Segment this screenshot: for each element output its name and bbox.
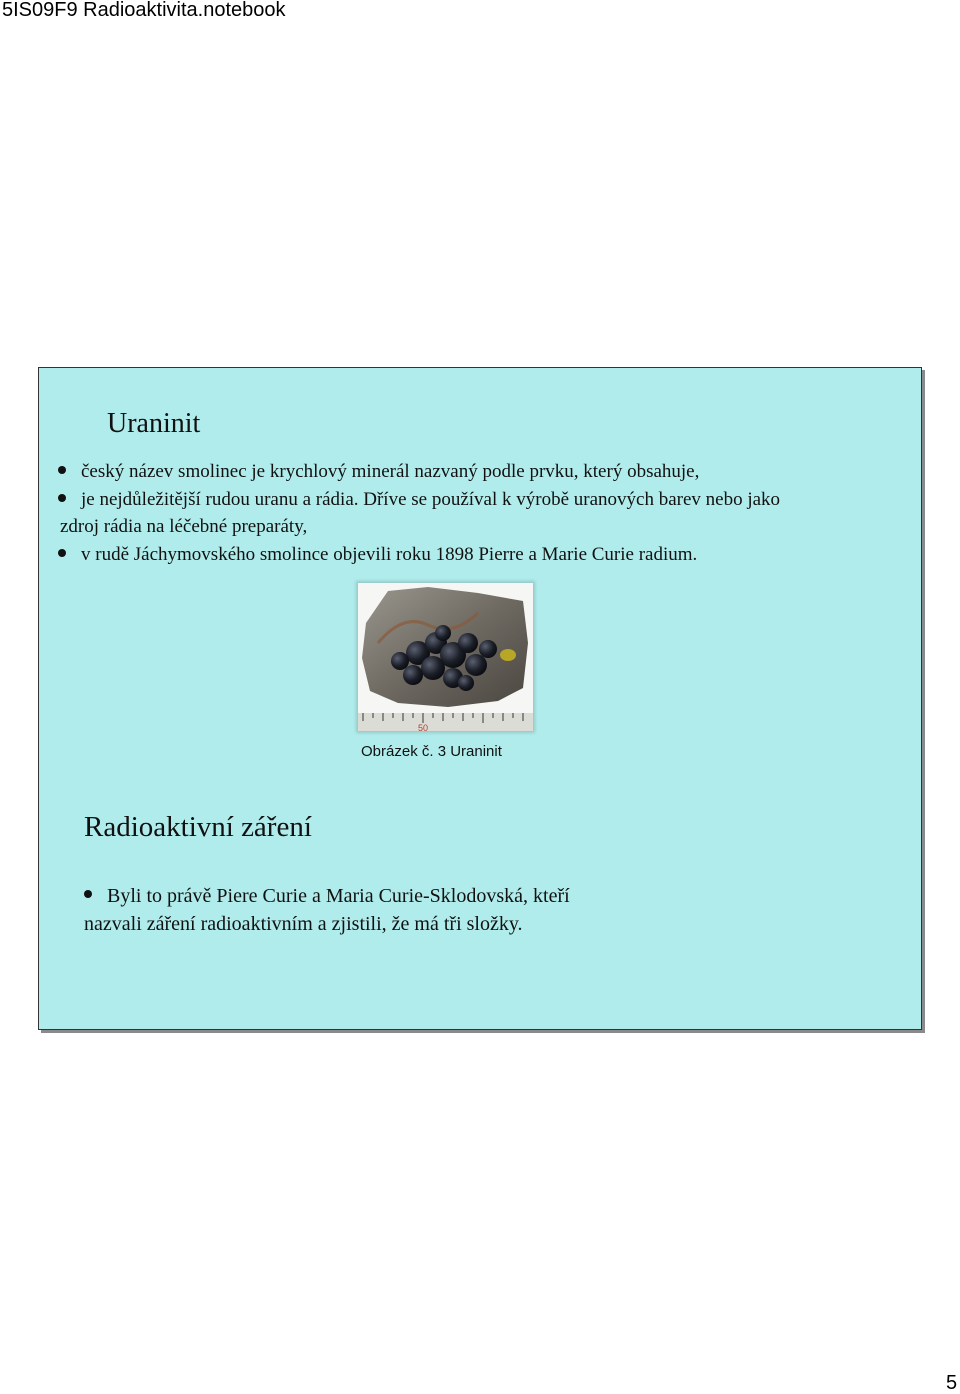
bullet-item-3: v rudě Jáchymovského smolince objevili roku 1898 Pierre a Marie Curie radium. bbox=[81, 544, 698, 565]
bullet-dot bbox=[58, 494, 66, 502]
heading-radioactive-radiation: Radioaktivní záření bbox=[84, 811, 312, 843]
slide bbox=[38, 367, 922, 1030]
bullet-item-1: český název smolinec je krychlový minerál nazvaný podle prvku, který obsahuje, bbox=[81, 461, 700, 482]
bullet-dot bbox=[58, 466, 66, 474]
bullet-item-2-continuation: zdroj rádia na léčebné preparáty, bbox=[60, 516, 308, 537]
figure-caption: Obrázek č. 3 Uraninit bbox=[361, 743, 502, 760]
bullet-item-2: je nejdůležitější rudou uranu a rádia. Dříve se používal k výrobě uranových barev nebo jako bbox=[81, 489, 781, 510]
heading-uraninit: Uraninit bbox=[107, 408, 201, 439]
uraninite-photo bbox=[358, 583, 533, 731]
bullet-dot bbox=[58, 549, 66, 557]
page-number: 5 bbox=[946, 1372, 958, 1394]
ruler-mark: 50 bbox=[418, 723, 429, 731]
radio-bullet-item: Byli to právě Piere Curie a Maria Curie-Sklodovská, kteří bbox=[107, 885, 570, 907]
uraninite-mineral-icon bbox=[358, 583, 533, 731]
document-title: 5IS09F9 Radioaktivita.notebook bbox=[2, 0, 286, 21]
radio-bullet-continuation: nazvali záření radioaktivním a zjistili, že má tři složky. bbox=[84, 913, 523, 935]
bullet-dot bbox=[84, 890, 92, 898]
